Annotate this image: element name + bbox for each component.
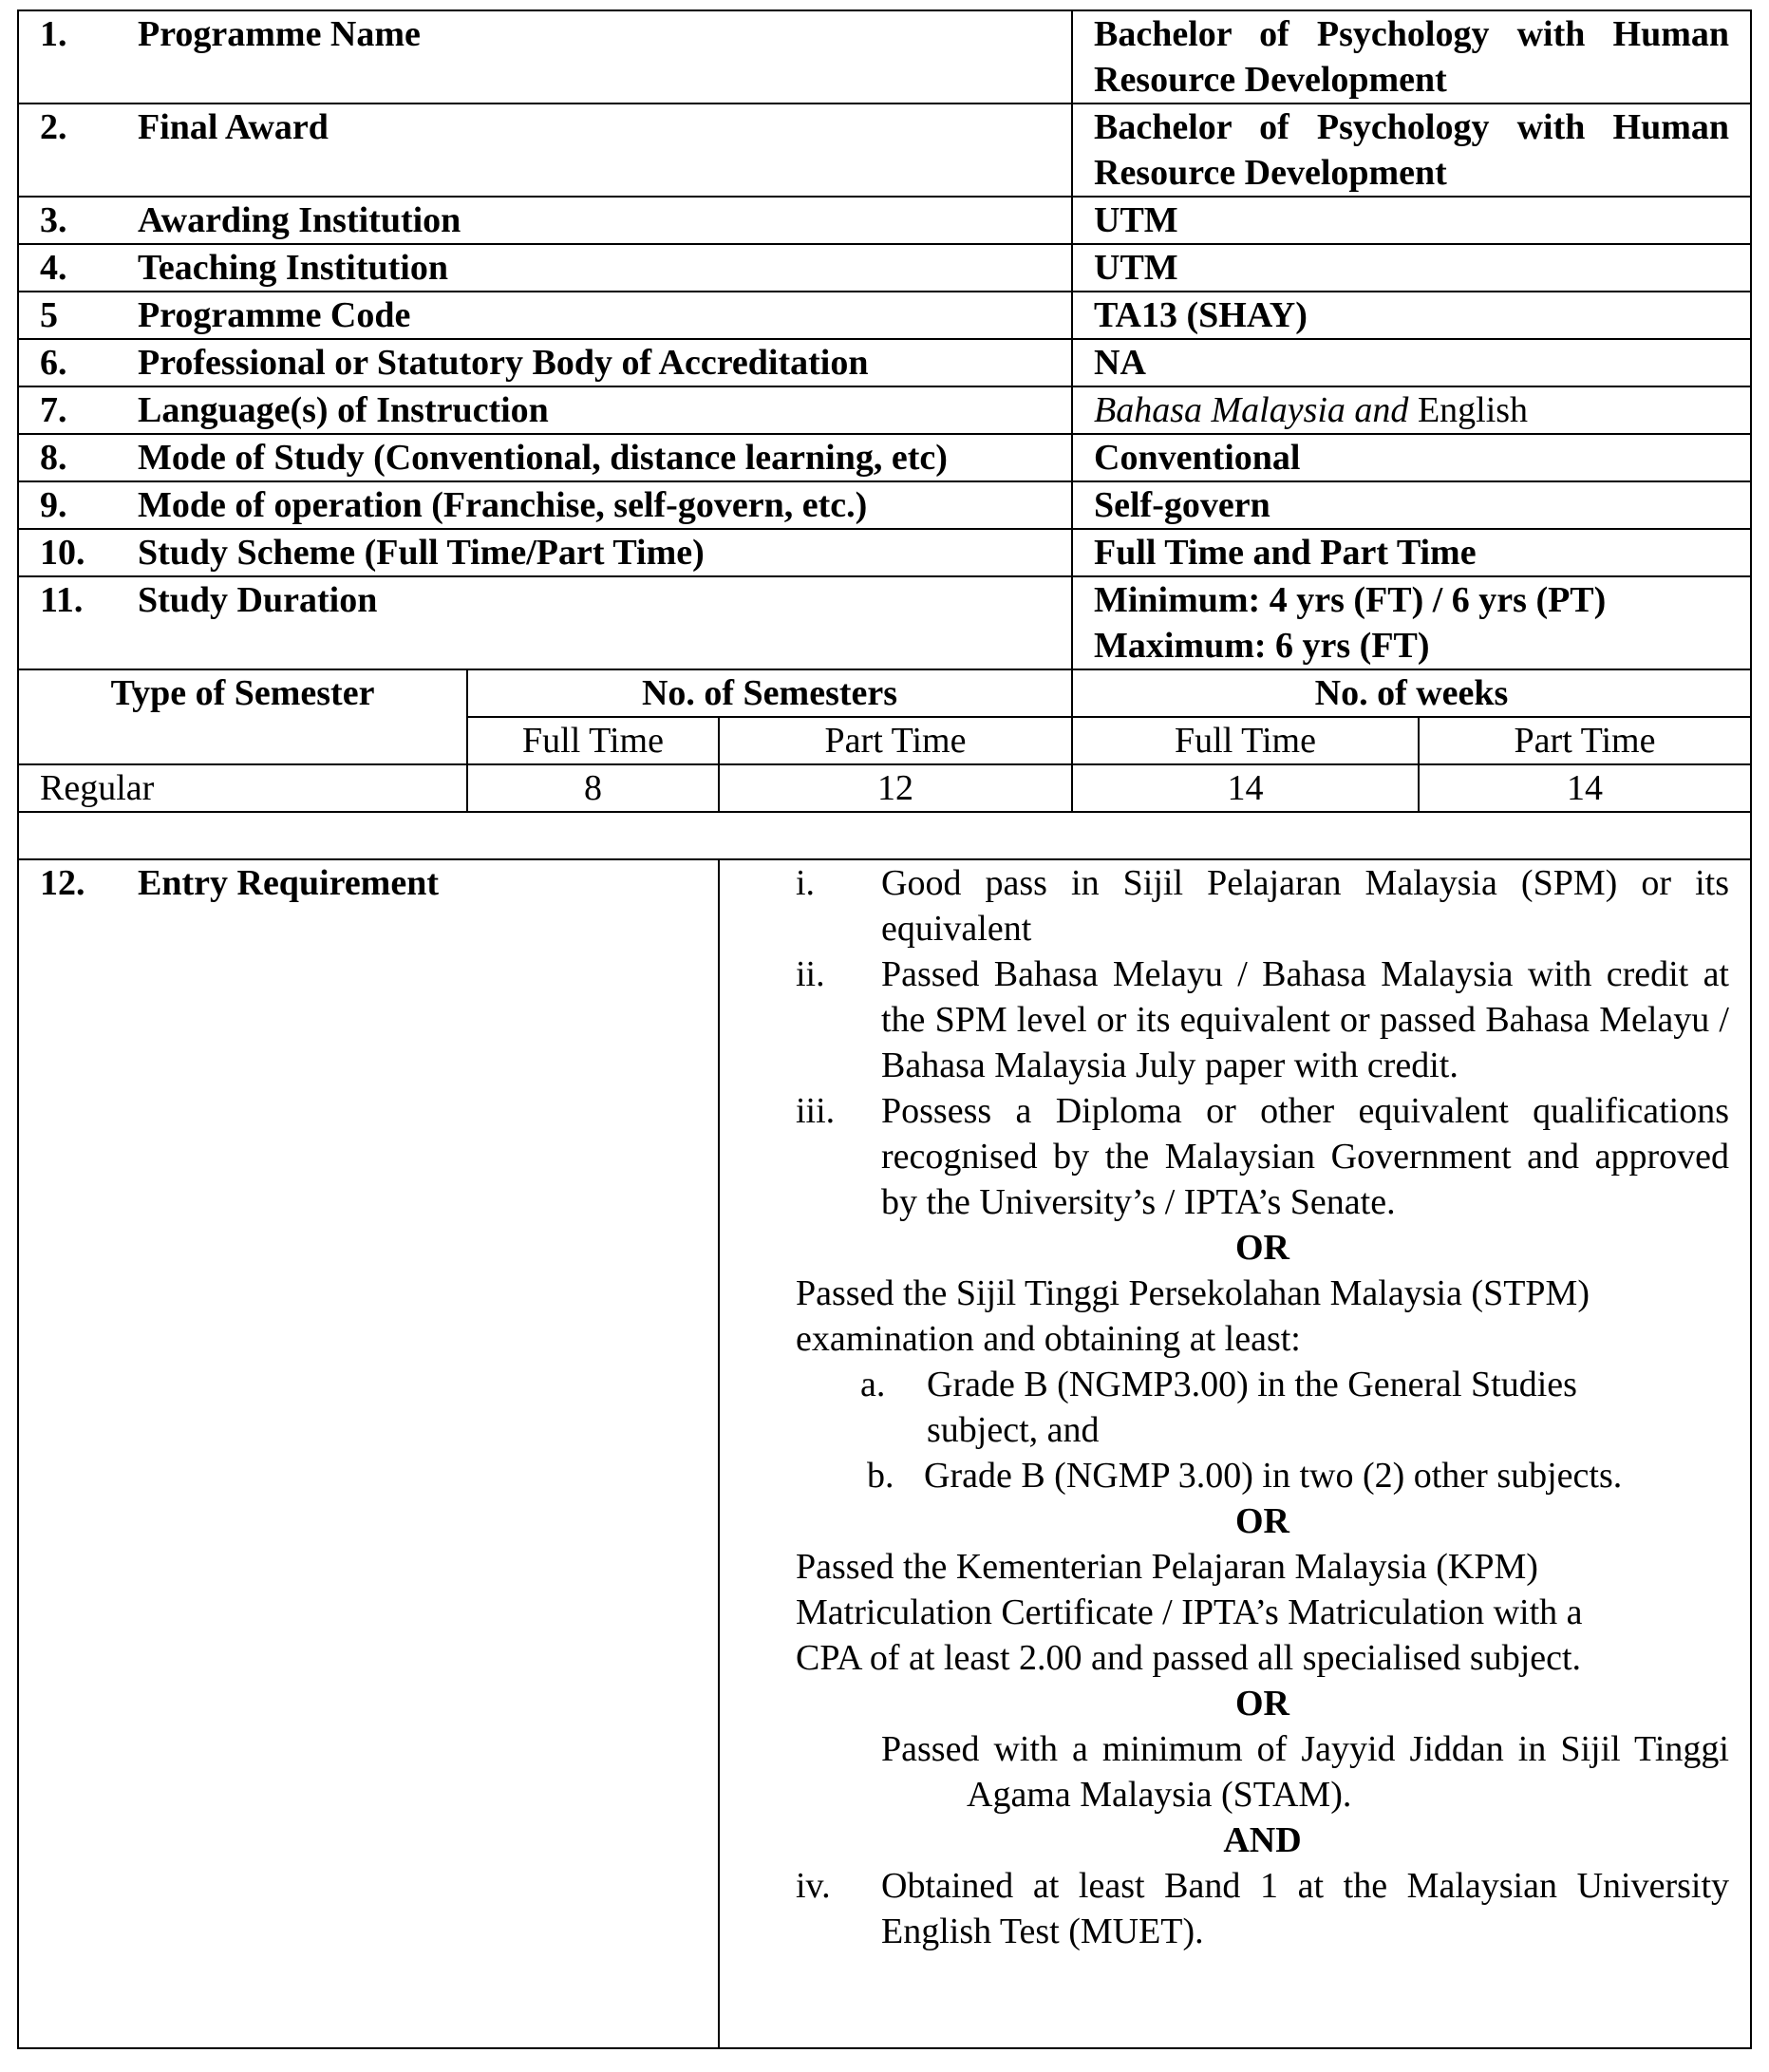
sem-part-time-value: 12	[719, 764, 1072, 812]
row-number: 5	[40, 295, 58, 335]
table-row	[18, 434, 1751, 481]
row-number: 9.	[40, 485, 67, 525]
sub-label: a.	[860, 1365, 886, 1404]
table-row	[18, 10, 1751, 104]
row-number: 1.	[40, 14, 67, 54]
duration-minimum: Minimum: 4 yrs (FT) / 6 yrs (PT)	[1094, 580, 1607, 620]
table-row	[18, 339, 1751, 386]
type-of-semester-header: Type of Semester	[18, 669, 467, 764]
row-number: 7.	[40, 390, 67, 430]
roman-numeral: iv.	[796, 1866, 831, 1906]
row-label	[18, 386, 1072, 434]
row-number: 12.	[40, 863, 85, 903]
weeks-full-time-value: 14	[1072, 764, 1419, 812]
semester-header-row	[18, 669, 1751, 717]
table-row	[18, 197, 1751, 244]
row-label	[18, 104, 1072, 197]
sem-full-time-value: 8	[467, 764, 719, 812]
row-number: 3.	[40, 200, 67, 240]
row-label-text: Programme Code	[138, 295, 411, 335]
table-row	[18, 104, 1751, 197]
and-separator: AND	[1223, 1820, 1302, 1860]
row-value: Bachelor of Psychology with Human Resource Development	[1072, 104, 1751, 197]
list-item	[796, 1362, 1729, 1453]
table-row	[18, 244, 1751, 292]
no-of-weeks-header: No. of weeks	[1072, 669, 1751, 717]
no-of-semesters-header: No. of Semesters	[467, 669, 1072, 717]
row-label-text: Final Award	[138, 107, 329, 147]
row-label	[18, 529, 1072, 576]
roman-numeral: iii.	[796, 1091, 836, 1131]
row-label	[18, 481, 1072, 529]
sem-full-time-header: Full Time	[467, 717, 719, 764]
row-value: UTM	[1072, 244, 1751, 292]
sub-label: b.	[867, 1456, 894, 1496]
language-rest: English	[1408, 390, 1529, 430]
weeks-part-time-header: Part Time	[1419, 717, 1751, 764]
row-label-text: Language(s) of Instruction	[138, 390, 549, 430]
programme-specification	[17, 9, 1750, 2049]
weeks-part-time-value: 14	[1419, 764, 1751, 812]
list-item	[796, 951, 1729, 1088]
semester-type: Regular	[18, 764, 467, 812]
row-number: 6.	[40, 343, 67, 383]
list-item-text: Obtained at least Band 1 at the Malaysian University English Test (MUET).	[881, 1866, 1729, 1951]
row-label-text: Mode of operation (Franchise, self-govern, etc.)	[138, 485, 868, 525]
row-label-text: Study Duration	[138, 580, 378, 620]
list-item	[796, 1453, 1729, 1498]
entry-requirement-label	[18, 859, 719, 2048]
row-value: Bachelor of Psychology with Human Resource Development	[1072, 10, 1751, 104]
row-number: 8.	[40, 438, 67, 478]
or-separator: OR	[1235, 1228, 1289, 1268]
row-label	[18, 197, 1072, 244]
sub-text: Grade B (NGMP3.00) in the General Studies subject, and	[927, 1365, 1577, 1450]
row-value: UTM	[1072, 197, 1751, 244]
row-label	[18, 339, 1072, 386]
or-separator: OR	[1235, 1684, 1289, 1724]
row-number: 11.	[40, 580, 84, 620]
list-item-text: Good pass in Sijil Pelajaran Malaysia (SPM) or its equivalent	[881, 863, 1729, 949]
weeks-full-time-header: Full Time	[1072, 717, 1419, 764]
row-label-text: Awarding Institution	[138, 200, 461, 240]
sub-text: Grade B (NGMP 3.00) in two (2) other subjects.	[924, 1456, 1623, 1496]
row-number: 10.	[40, 533, 85, 573]
sem-part-time-header: Part Time	[719, 717, 1072, 764]
entry-requirement-content	[719, 859, 1751, 2048]
row-label	[18, 576, 1072, 669]
row-value: Full Time and Part Time	[1072, 529, 1751, 576]
list-item	[796, 1863, 1729, 1954]
list-item-text: Possess a Diploma or other equivalent qualifications recognised by the Malaysian Government and approved by the University’s / IPTA’s Senate.	[881, 1091, 1729, 1222]
row-value: Conventional	[1072, 434, 1751, 481]
row-label	[18, 292, 1072, 339]
row-label-text: Programme Name	[138, 14, 421, 54]
table-row	[18, 386, 1751, 434]
spacer-row	[18, 812, 1751, 859]
row-value: TA13 (SHAY)	[1072, 292, 1751, 339]
stpm-intro: Passed the Sijil Tinggi Persekolahan Malaysia (STPM) examination and obtaining at least:	[796, 1273, 1590, 1359]
row-number: 4.	[40, 248, 67, 288]
row-label-text: Entry Requirement	[138, 863, 439, 903]
duration-maximum: Maximum: 6 yrs (FT)	[1094, 626, 1430, 666]
list-item	[796, 1088, 1729, 1225]
roman-numeral: ii.	[796, 954, 825, 994]
row-value: Self-govern	[1072, 481, 1751, 529]
table-row	[18, 529, 1751, 576]
row-value	[1072, 576, 1751, 669]
row-label-text: Teaching Institution	[138, 248, 448, 288]
list-item	[796, 860, 1729, 951]
row-label	[18, 244, 1072, 292]
semester-data-row	[18, 764, 1751, 812]
list-item-text: Passed Bahasa Melayu / Bahasa Malaysia with credit at the SPM level or its equivalent or passed Bahasa Melayu / Bahasa Malaysia July paper with credit.	[881, 954, 1729, 1085]
row-value: NA	[1072, 339, 1751, 386]
or-separator: OR	[1235, 1501, 1289, 1541]
row-label	[18, 434, 1072, 481]
roman-numeral: i.	[796, 863, 816, 903]
row-label-text: Mode of Study (Conventional, distance learning, etc)	[138, 438, 948, 478]
row-value	[1072, 386, 1751, 434]
table-row	[18, 576, 1751, 669]
row-number: 2.	[40, 107, 67, 147]
table-row	[18, 292, 1751, 339]
row-label-text: Study Scheme (Full Time/Part Time)	[138, 533, 705, 573]
entry-requirement-row	[18, 859, 1751, 2048]
language-italic: Bahasa Malaysia and	[1094, 390, 1409, 430]
row-label-text: Professional or Statutory Body of Accreditation	[138, 343, 869, 383]
table-row	[18, 481, 1751, 529]
programme-info-table	[17, 9, 1752, 2049]
spacer-cell	[18, 812, 1751, 859]
kpm-requirement: Passed the Kementerian Pelajaran Malaysia (KPM) Matriculation Certificate / IPTA’s Matriculation with a CPA of at least 2.00 and passed all specialised subject.	[796, 1547, 1583, 1678]
row-label	[18, 10, 1072, 104]
stam-requirement: Passed with a minimum of Jayyid Jiddan in Sijil Tinggi Agama Malaysia (STAM).	[881, 1729, 1729, 1815]
